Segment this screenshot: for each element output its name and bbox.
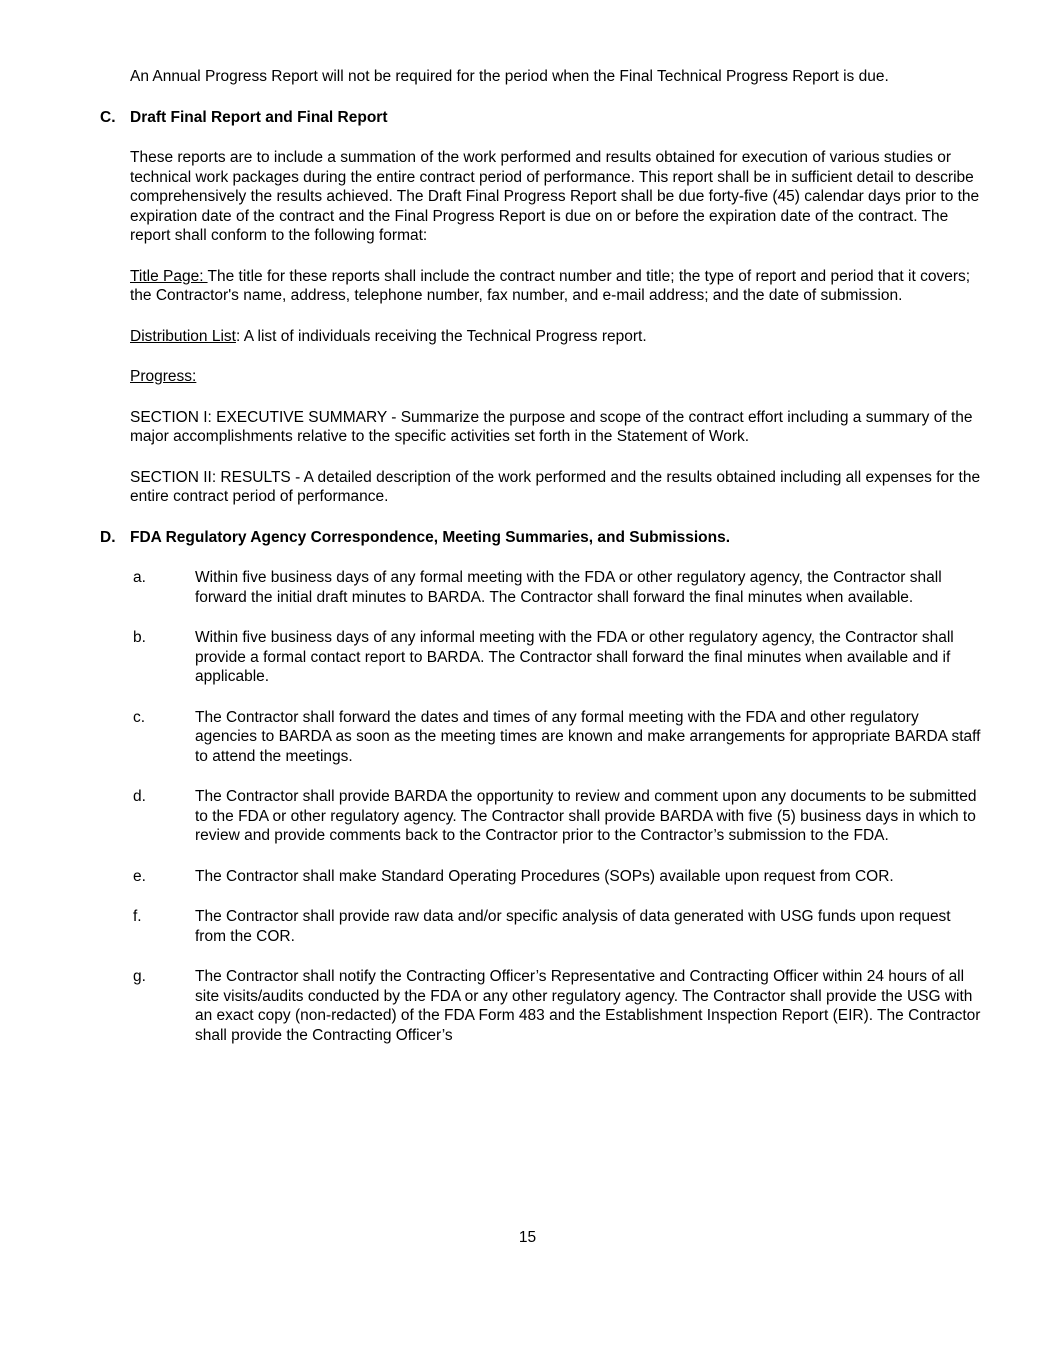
distribution-list-rest: : A list of individuals receiving the Technical Progress report. (235, 327, 647, 345)
list-item-f-letter: f. (133, 908, 142, 925)
list-item-a-text: Within five business days of any formal meeting with the FDA or other regulatory agency, the Contractor shall forward the initial draft minutes to BARDA. The Contractor shall forward the final minutes when available. (195, 569, 942, 606)
section-ii-paragraph: SECTION II: RESULTS - A detailed description of the work performed and the results obtained including all expenses for the entire contract period of performance. (130, 468, 981, 505)
section-c-letter: C. (100, 108, 116, 126)
list-item-c-text: The Contractor shall forward the dates and times of any formal meeting with the FDA and other regulatory agencies to BARDA as soon as the meeting times are known and make arrangements for appropriate BARDA staff to attend the meetings. (195, 708, 981, 765)
list-item-b-text: Within five business days of any informal meeting with the FDA or other regulatory agency, the Contractor shall provide a formal contact report to BARDA. The Contractor shall forward the final minutes when available and if applicable. (195, 629, 954, 685)
list-item-a-letter: a. (133, 569, 146, 586)
list-item-g (133, 967, 983, 1045)
section-d-letter: D. (100, 528, 116, 546)
section-i-paragraph: SECTION I: EXECUTIVE SUMMARY - Summarize the purpose and scope of the contract effort including a summary of the major accomplishments relative to the specific activities set forth in the Statement of Work. (130, 408, 973, 445)
list-item-g-text: The Contractor shall notify the Contracting Officer’s Representative and Contracting Officer within 24 hours of all site visits/audits conducted by the FDA or any other regulatory agency. The Contractor shall provide the USG with an exact copy (non-redacted) of the FDA Form 483 and the Establishment Inspection Report (EIR). The Contractor shall provide the Contracting Officer’s (195, 968, 981, 1044)
list-item-e-letter: e. (133, 867, 146, 885)
list-item-d (133, 787, 983, 846)
list-item-e-text: The Contractor shall make Standard Operating Procedures (SOPs) available upon request from COR. (195, 867, 894, 885)
progress-paragraph (130, 367, 983, 387)
title-page-paragraph (130, 267, 983, 306)
list-item-b (133, 628, 983, 687)
section-d-heading (100, 528, 983, 548)
list-item-a (133, 568, 983, 607)
section-c-heading (100, 108, 983, 128)
list-item-d-text: The Contractor shall provide BARDA the opportunity to review and comment upon any documents to be submitted to the FDA or other regulatory agency. The Contractor shall provide BARDA with five (5) business days in which to review and provide comments back to the Contractor prior to the Contractor’s submission to the FDA. (195, 788, 977, 844)
list-item-f-text: The Contractor shall provide raw data and/or specific analysis of data generated with USG funds upon request from the COR. (195, 908, 951, 945)
distribution-list-lead: Distribution List (130, 327, 236, 345)
page-number: 15 (518, 1229, 537, 1246)
intro-paragraph: An Annual Progress Report will not be required for the period when the Final Technical Progress Report is due. (130, 68, 889, 85)
list-item-f (133, 907, 983, 946)
list-item-g-letter: g. (133, 968, 146, 985)
list-item-d-letter: d. (133, 788, 146, 805)
title-page-lead: Title Page: (130, 267, 208, 285)
section-c-title: Draft Final Report and Final Report (130, 108, 388, 126)
list-item-c-letter: c. (133, 708, 146, 726)
list-item-b-letter: b. (133, 629, 146, 646)
section-c-body-paragraph: These reports are to include a summation of the work performed and results obtained for execution of various studies or technical work packages during the entire contract period of performance. This report shall be in sufficient detail to describe comprehensively the results achieved. The Draft Final Progress Report shall be due forty-five (45) calendar days prior to the expiration date of the contract and the Final Progress Report is due on or before the expiration date of the contract. The report shall conform to the following format: (130, 149, 980, 244)
title-page-rest: The title for these reports shall include the contract number and title; the type of report and period that it covers; the Contractor's name, address, telephone number, fax number, and e-mail address; and the date of submission. (130, 267, 971, 304)
progress-lead: Progress: (130, 368, 197, 385)
section-d-title: FDA Regulatory Agency Correspondence, Meeting Summaries, and Submissions. (130, 528, 731, 546)
distribution-list-paragraph (130, 327, 983, 347)
list-item-c (133, 708, 983, 767)
list-item-e (133, 867, 983, 887)
